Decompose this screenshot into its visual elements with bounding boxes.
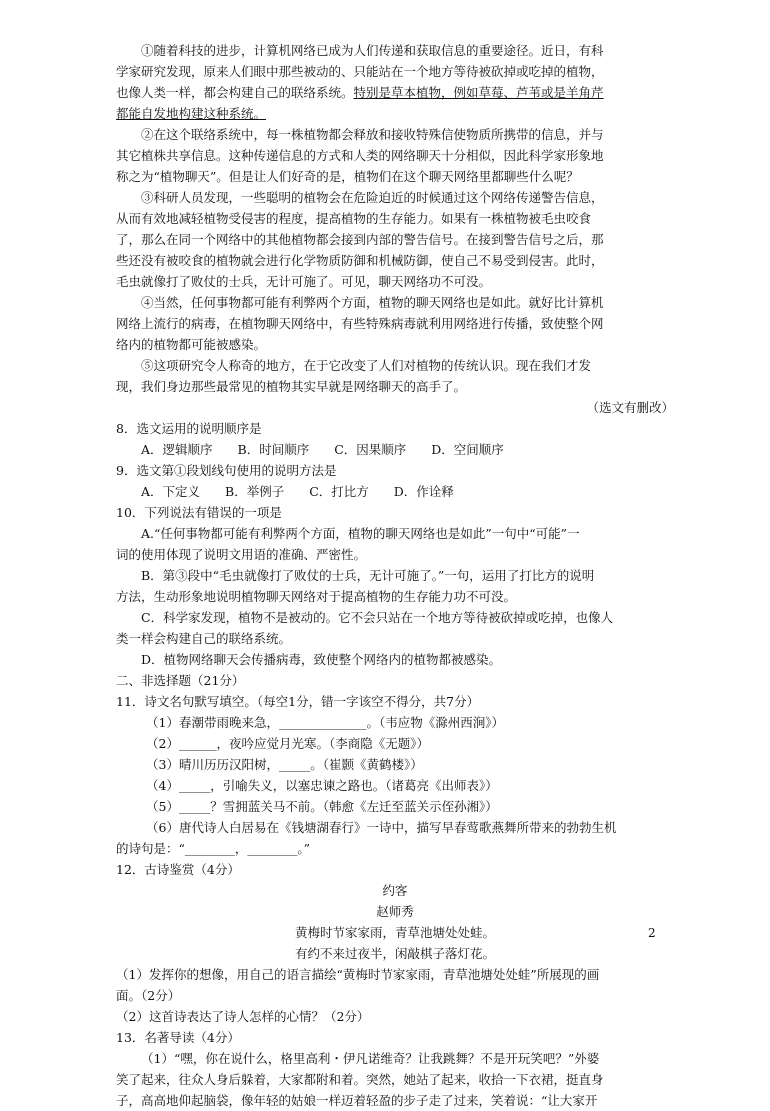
para3-line3: 了，那么在同一个网络中的其他植物都会接到内部的警告信号。在接到警告信号之后，那 — [116, 232, 604, 247]
underlined-sentence: 特别是草本植物，例如草莓、芦苇或是羊角芹 — [353, 85, 604, 100]
q10-stem: 10．下列说法有错误的一项是 — [116, 505, 282, 520]
q12-stem: 12．古诗鉴赏（4分） — [116, 862, 240, 877]
para2-line3: 称之为“植物聊天”。但是让人们好奇的是，植物们在这个聊天网络里都聊些什么呢？ — [116, 169, 579, 184]
q11-item6-line2: 的诗句是：“________，________。” — [116, 841, 311, 856]
para5-line1: ⑤这项研究令人称奇的地方，在于它改变了人们对植物的传统认识。现在我们才发 — [141, 358, 592, 373]
q11-item2: （2）______，夜吟应觉月光寒。（李商隐《无题》） — [146, 736, 429, 751]
q13-line2: 笑了起来，往众人身后躲着，大家都附和着。突然，她站了起来，收拾一下衣裙，挺直身 — [116, 1072, 604, 1087]
para4-line1: ④当然，任何事物都可能有利弊两个方面，植物的聊天网络也是如此。就好比计算机 — [141, 295, 604, 310]
poem-author: 赵师秀 — [376, 904, 414, 919]
source-note: （选文有删改） — [586, 400, 674, 415]
q10-option-a-line2: 词的使用体现了说明文用语的准确、严密性。 — [116, 547, 367, 562]
q11-item5: （5）_____？雪拥蓝关马不前。（韩愈《左迁至蓝关示侄孙湘》） — [146, 799, 498, 814]
para3-line4: 些还没有被咬食的植物就会进行化学物质防御和机械防御，使自己不易受到侵害。此时， — [116, 253, 604, 268]
para1-line4-underlined: 都能自发地构建这种系统。 — [116, 106, 267, 121]
q10-option-d-line1: D．植物网络聊天会传播病毒，致使整个网络内的植物都被感染。 — [141, 652, 502, 667]
para3-line1: ③科研人员发现，一些聪明的植物会在危险迫近的时候通过这个网络传递警告信息， — [141, 190, 604, 205]
para1-line3-text: 也像人类一样，都会构建自己的联络系统。 — [116, 85, 354, 100]
poem-line1: 黄梅时节家家雨，青草池塘处处蛙。 — [294, 925, 495, 940]
q13-stem: 13．名著导读（4分） — [116, 1030, 240, 1045]
q10-option-c-line1: C．科学家发现，植物不是被动的。它不会只站在一个地方等待被砍掉或吃掉，也像人 — [141, 610, 614, 625]
q11-stem: 11．诗文名句默写填空。（每空1分，错一字该空不得分，共7分） — [116, 694, 480, 709]
para4-line3: 络内的植物都可能被感染。 — [116, 337, 267, 352]
document-page — [116, 40, 674, 1111]
q12-sub1-line2: 面。（2分） — [116, 988, 181, 1003]
para5-line2: 现，我们身边那些最常见的植物其实早就是网络聊天的高手了。 — [116, 379, 467, 394]
section2-heading: 二、非选择题（21分） — [116, 673, 245, 688]
para2-line1: ②在这个联络系统中，每一株植物都会释放和接收特殊信使物质所携带的信息，并与 — [141, 127, 604, 142]
para2-line2: 其它植株共享信息。这种传递信息的方式和人类的网络聊天十分相似，因此科学家形象地 — [116, 148, 604, 163]
para1-line3 — [116, 82, 674, 103]
q11-item1: （1）春潮带雨晚来急，______________。（韦应物《滁州西涧》） — [146, 715, 504, 730]
q10-option-c-line2: 类一样会构建自己的联络系统。 — [116, 631, 292, 646]
q11-item3: （3）晴川历历汉阳树，_____。（崔颢《黄鹤楼》） — [146, 757, 423, 772]
q13-line3: 子，高高地仰起脑袋，像年轻的姑娘一样迈着轻盈的步子走了过来，笑着说：“让大家开 — [116, 1093, 598, 1108]
q10-option-b-line2: 方法，生动形象地说明植物聊天网络对于提高植物的生存能力功不可没。 — [116, 589, 517, 604]
page-number: 2 — [648, 926, 656, 940]
para1-line1: ①随着科技的进步，计算机网络已成为人们传递和获取信息的重要途径。近日，有科 — [141, 43, 604, 58]
q12-sub1-line1: （1）发挥你的想像，用自己的语言描绘“黄梅时节家家雨，青草池塘处处蛙”所展现的画 — [116, 967, 600, 982]
q13-line1: （1）“嘿，你在说什么，格里高利・伊凡诺维奇？让我跳舞？不是开玩笑吧？”外婆 — [141, 1051, 600, 1066]
q10-option-b-line1: B．第③段中“毛虫就像打了败仗的士兵，无计可施了。”一句，运用了打比方的说明 — [141, 568, 595, 583]
para1-line2: 学家研究发现，原来人们眼中那些被动的、只能站在一个地方等待被砍掉或吃掉的植物， — [116, 64, 604, 79]
para3-line5: 毛虫就像打了败仗的士兵，无计可施了。可见，聊天网络功不可没。 — [116, 274, 492, 289]
q8-options: A．逻辑顺序 B．时间顺序 C．因果顺序 D．空间顺序 — [141, 442, 504, 457]
para3-line2: 从而有效地减轻植物受侵害的程度，提高植物的生存能力。如果有一株植物被毛虫咬食 — [116, 211, 592, 226]
q11-item6-line1: （6）唐代诗人白居易在《钱塘湖春行》一诗中，描写早春莺歌燕舞所带来的勃勃生机 — [146, 820, 617, 835]
q11-item4: （4）_____，引喻失义，以塞忠谏之路也。（诸葛亮《出师表》） — [146, 778, 498, 793]
para4-line2: 网络上流行的病毒，在植物聊天网络中，有些特殊病毒就利用网络进行传播，致使整个网 — [116, 316, 604, 331]
poem-line2: 有约不来过夜半，闲敲棋子落灯花。 — [294, 946, 495, 961]
q12-sub2: （2）这首诗表达了诗人怎样的心情？（2分） — [116, 1009, 370, 1024]
poem-title: 约客 — [382, 883, 408, 898]
q9-stem: 9．选文第①段划线句使用的说明方法是 — [116, 463, 337, 478]
q8-stem: 8．选文运用的说明顺序是 — [116, 421, 262, 436]
q9-options: A．下定义 B．举例子 C．打比方 D．作诠释 — [141, 484, 454, 499]
q10-option-a-line1: A.“任何事物都可能有利弊两个方面，植物的聊天网络也是如此”一句中“可能”一 — [141, 526, 580, 541]
